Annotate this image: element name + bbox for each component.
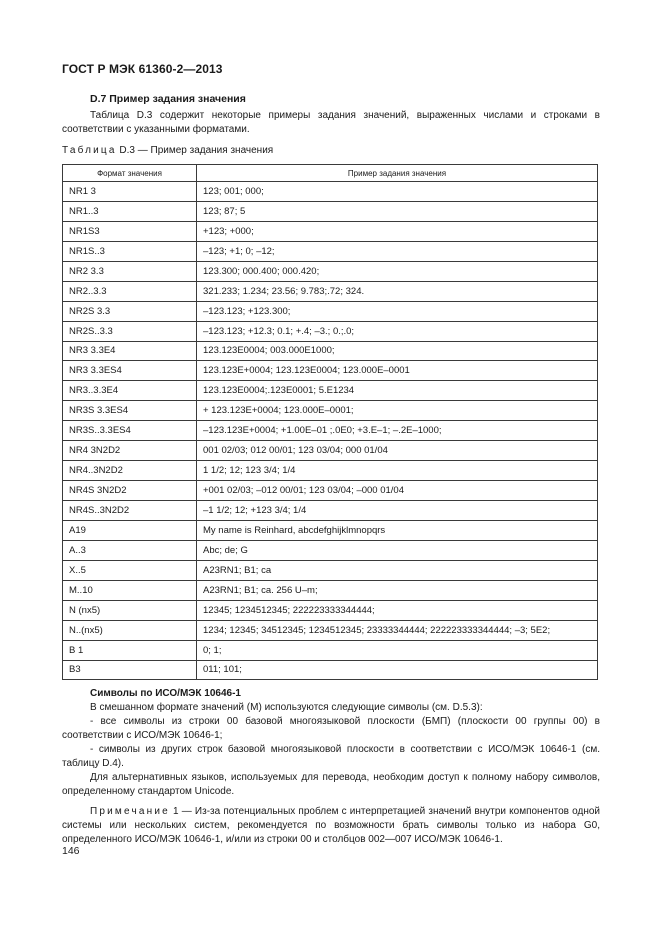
format-cell: NR2S..3.3 (63, 321, 197, 341)
format-cell: NR2..3.3 (63, 281, 197, 301)
table-row (63, 501, 598, 521)
format-cell: B 1 (63, 640, 197, 660)
example-cell: –123; +1; 0; –12; (197, 241, 598, 261)
format-cell: NR2S 3.3 (63, 301, 197, 321)
example-cell: Abc; de; G (197, 540, 598, 560)
symbols-list-item: - все символы из строки 00 базовой многоязыковой плоскости (БМП) (плоскости 00 группы 00) в соответствии с ИСО/МЭК 10646-1; (62, 716, 600, 741)
format-cell: NR3S..3.3ES4 (63, 421, 197, 441)
example-cell: A23RN1; B1; ca (197, 560, 598, 580)
format-cell: X..5 (63, 560, 197, 580)
table-row (63, 520, 598, 540)
table-row (63, 481, 598, 501)
section-intro: Таблица D.3 содержит некоторые примеры задания значений, выраженных числами и строками в соответствии с указанными форматами. (62, 110, 600, 135)
table-row (63, 341, 598, 361)
table-row (63, 182, 598, 202)
note-text: 1 — Из-за потенциальных проблем с интерпретацией значений внутри компонентов одной системы или нескольких систем, рекомендуется по возможности брать символы только из набора G0, определенного ИСО/МЭК 10646-1, и/или из строки 00 и столбцов 002—007 ИСО/МЭК 10646-1. (62, 806, 600, 845)
table-row (63, 421, 598, 441)
page-number: 146 (62, 845, 80, 857)
format-cell: N..(nx5) (63, 620, 197, 640)
format-cell: N (nx5) (63, 600, 197, 620)
example-cell: +001 02/03; –012 00/01; 123 03/04; –000 01/04 (197, 481, 598, 501)
example-cell: –123.123E+0004; +1.00E–01 ;.0E0; +3.E–1; –.2E–1000; (197, 421, 598, 441)
example-cell: –123.123; +123.300; (197, 301, 598, 321)
format-cell: NR3 3.3ES4 (63, 361, 197, 381)
format-cell: NR4S..3N2D2 (63, 501, 197, 521)
format-cell: NR2 3.3 (63, 261, 197, 281)
example-cell: 123; 87; 5 (197, 201, 598, 221)
symbols-section (62, 687, 600, 847)
example-cell: 1 1/2; 12; 123 3/4; 1/4 (197, 461, 598, 481)
example-cell: 123.123E0004;.123E0001; 5.E1234 (197, 381, 598, 401)
table-row (63, 361, 598, 381)
table-caption-text: D.3 — Пример задания значения (116, 145, 274, 156)
table-row (63, 600, 598, 620)
example-cell: +123; +000; (197, 221, 598, 241)
table-row (63, 620, 598, 640)
table-caption (62, 145, 273, 156)
format-cell: NR3 3.3E4 (63, 341, 197, 361)
example-cell: + 123.123E+0004; 123.000E–0001; (197, 401, 598, 421)
symbols-paragraph: Для альтернативных языков, используемых для перевода, необходим доступ к полному набору символов, определенному стандартом Unicode. (62, 772, 600, 797)
table-row (63, 201, 598, 221)
format-cell: NR1S..3 (63, 241, 197, 261)
example-cell: 123; 001; 000; (197, 182, 598, 202)
format-cell: NR1 3 (63, 182, 197, 202)
format-cell: NR4 3N2D2 (63, 441, 197, 461)
format-cell: NR3S 3.3ES4 (63, 401, 197, 421)
format-cell: NR4S 3N2D2 (63, 481, 197, 501)
example-cell: 011; 101; (197, 660, 598, 680)
format-cell: NR1..3 (63, 201, 197, 221)
table-row (63, 301, 598, 321)
table-row (63, 560, 598, 580)
table-row (63, 640, 598, 660)
format-cell: NR1S3 (63, 221, 197, 241)
format-cell: A19 (63, 520, 197, 540)
table-row (63, 441, 598, 461)
table-row (63, 660, 598, 680)
table-row (63, 321, 598, 341)
example-cell: A23RN1; B1; ca. 256 U–m; (197, 580, 598, 600)
column-header-example: Пример задания значения (197, 165, 598, 182)
table-row (63, 381, 598, 401)
format-cell: M..10 (63, 580, 197, 600)
symbols-paragraph: В смешанном формате значений (M) используются следующие символы (см. D.5.3): (90, 702, 483, 713)
table-row (63, 401, 598, 421)
table-row (63, 281, 598, 301)
note (62, 805, 600, 847)
example-cell: 12345; 1234512345; 222223333344444; (197, 600, 598, 620)
note-label: Примечание (90, 806, 170, 817)
column-header-format: Формат значения (63, 165, 197, 182)
example-cell: –1 1/2; 12; +123 3/4; 1/4 (197, 501, 598, 521)
example-cell: 1234; 12345; 34512345; 1234512345; 23333344444; 222223333344444; –3; 5E2; (197, 620, 598, 640)
example-cell: –123.123; +12.3; 0.1; +.4; –3.; 0.;.0; (197, 321, 598, 341)
table-row (63, 461, 598, 481)
table-caption-label: Таблица (62, 145, 117, 156)
example-cell: 0; 1; (197, 640, 598, 660)
table-row (63, 580, 598, 600)
format-cell: NR3..3.3E4 (63, 381, 197, 401)
section-title: D.7 Пример задания значения (90, 93, 246, 105)
example-cell: 123.300; 000.400; 000.420; (197, 261, 598, 281)
table-row (63, 261, 598, 281)
format-cell: A..3 (63, 540, 197, 560)
table-row (63, 540, 598, 560)
example-cell: 123.123E0004; 003.000E1000; (197, 341, 598, 361)
document-header: ГОСТ Р МЭК 61360-2—2013 (62, 62, 223, 76)
table-row (63, 241, 598, 261)
symbols-title: Символы по ИСО/МЭК 10646-1 (90, 688, 241, 699)
example-cell: 001 02/03; 012 00/01; 123 03/04; 000 01/04 (197, 441, 598, 461)
symbols-list-item: - символы из других строк базовой многоязыковой плоскости в соответствии с ИСО/МЭК 10646-1 (см. таблицу D.4). (62, 744, 600, 769)
value-examples-table (62, 164, 598, 680)
example-cell: My name is Reinhard, abcdefghijklmnopqrs (197, 520, 598, 540)
example-cell: 123.123E+0004; 123.123E0004; 123.000E–0001 (197, 361, 598, 381)
table-header-row (63, 165, 598, 182)
example-cell: 321.233; 1.234; 23.56; 9.783;.72; 324. (197, 281, 598, 301)
table-row (63, 221, 598, 241)
format-cell: B3 (63, 660, 197, 680)
format-cell: NR4..3N2D2 (63, 461, 197, 481)
